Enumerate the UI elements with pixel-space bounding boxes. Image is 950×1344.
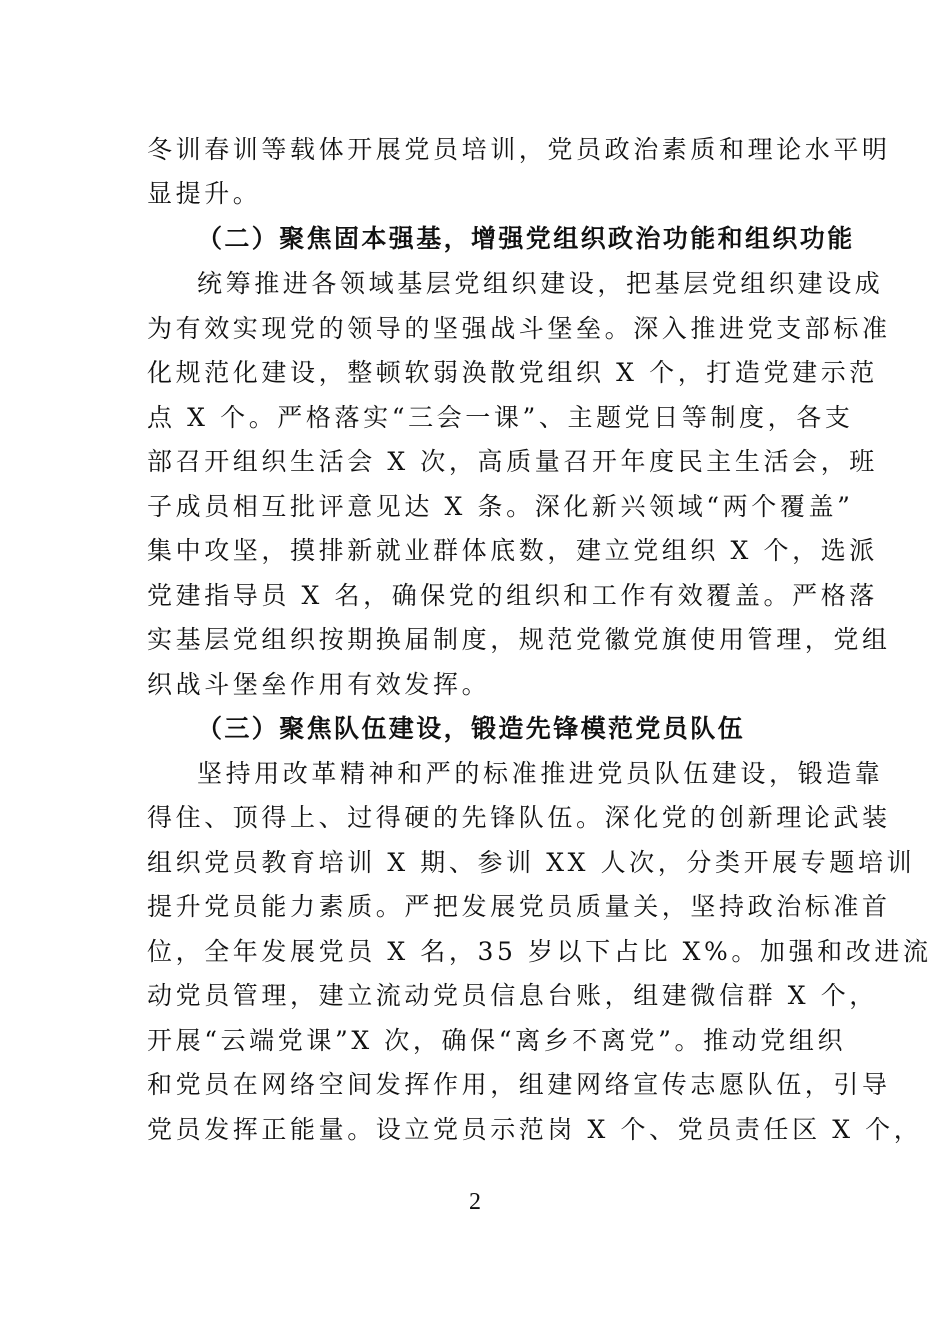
body-text-line: 统筹推进各领域基层党组织建设，把基层党组织建设成	[197, 269, 884, 298]
body-text-line: 为有效实现党的领导的坚强战斗堡垒。深入推进党支部标准	[147, 314, 891, 343]
body-text-line: 集中攻坚，摸排新就业群体底数，建立党组织 X 个，选派	[147, 536, 878, 565]
page-number: 2	[469, 1189, 481, 1215]
body-text-line: 化规范化建设，整顿软弱涣散党组织 X 个，打造党建示范	[147, 358, 878, 387]
body-text-line: 点 X 个。严格落实“三会一课”、主题党日等制度，各支	[147, 403, 854, 432]
body-text-line: 提升党员能力素质。严把发展党员质量关，坚持政治标准首	[147, 892, 891, 921]
body-text-line: 位，全年发展党员 X 名，35 岁以下占比 X%。加强和改进流	[147, 937, 932, 966]
body-text-line: 和党员在网络空间发挥作用，组建网络宣传志愿队伍，引导	[147, 1070, 891, 1099]
body-text-line: 织战斗堡垒作用有效发挥。	[147, 670, 491, 699]
body-text-line: 动党员管理，建立流动党员信息台账，组建微信群 X 个，	[147, 981, 878, 1010]
body-text-line: 实基层党组织按期换届制度，规范党徽党旗使用管理，党组	[147, 625, 891, 654]
body-text-line: 党建指导员 X 名，确保党的组织和工作有效覆盖。严格落	[147, 581, 878, 610]
body-text-line: 党员发挥正能量。设立党员示范岗 X 个、党员责任区 X 个，	[147, 1115, 923, 1144]
body-text-line: 坚持用改革精神和严的标准推进党员队伍建设，锻造靠	[197, 759, 884, 788]
body-text-line: 部召开组织生活会 X 次，高质量召开年度民主生活会，班	[147, 447, 878, 476]
section-heading: （三）聚焦队伍建设，锻造先锋模范党员队伍	[197, 714, 746, 743]
section-heading: （二）聚焦固本强基，增强党组织政治功能和组织功能	[197, 224, 855, 253]
body-text-line: 显提升。	[147, 179, 262, 208]
body-text-line: 开展“云端党课”X 次，确保“离乡不离党”。推动党组织	[147, 1026, 847, 1055]
body-text-line: 子成员相互批评意见达 X 条。深化新兴领域“两个覆盖”	[147, 492, 854, 521]
body-text-line: 冬训春训等载体开展党员培训，党员政治素质和理论水平明	[147, 135, 891, 164]
body-text-line: 得住、顶得上、过得硬的先锋队伍。深化党的创新理论武装	[147, 803, 891, 832]
body-text-line: 组织党员教育培训 X 期、参训 XX 人次，分类开展专题培训	[147, 848, 916, 877]
